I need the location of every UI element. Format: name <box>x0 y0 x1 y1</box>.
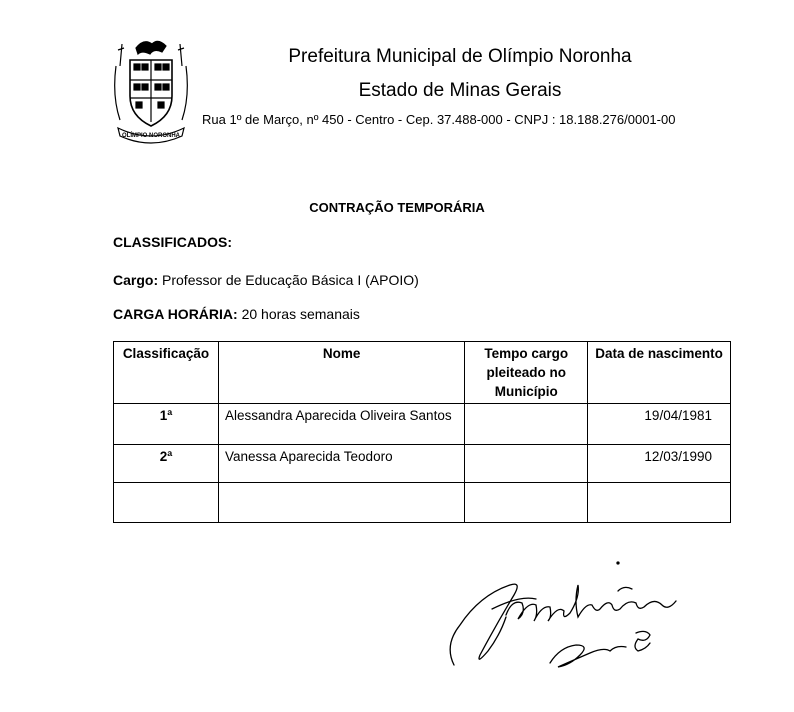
cell-tenure <box>465 404 588 445</box>
col-header-classification: Classificação <box>114 342 219 404</box>
cell-rank <box>114 483 219 523</box>
position-label: Cargo: <box>113 272 159 288</box>
cell-name: Vanessa Aparecida Teodoro <box>218 445 464 483</box>
cell-tenure <box>465 483 588 523</box>
cell-tenure <box>465 445 588 483</box>
municipal-crest-logo <box>108 36 194 146</box>
workload-label: CARGA HORÁRIA: <box>113 306 238 322</box>
position-value: Professor de Educação Básica I (APOIO) <box>162 272 419 288</box>
cell-rank: 2ª <box>114 445 219 483</box>
workload-value: 20 horas semanais <box>241 306 360 322</box>
municipality-name: Prefeitura Municipal de Olímpio Noronha <box>288 46 632 67</box>
state-name: Estado de Minas Gerais <box>358 80 562 101</box>
workload-line <box>113 306 360 322</box>
cell-name: Alessandra Aparecida Oliveira Santos <box>218 404 464 445</box>
cell-rank: 1ª <box>114 404 219 445</box>
classification-table <box>113 341 731 523</box>
classified-heading: CLASSIFICADOS: <box>113 234 232 250</box>
cell-birth-date: 19/04/1981 <box>588 404 731 445</box>
document-title: CONTRAÇÃO TEMPORÁRIA <box>309 200 485 215</box>
cell-birth-date: 12/03/1990 <box>588 445 731 483</box>
crest-banner-text: OLÍMPIO NORONHA <box>122 133 180 139</box>
letterhead <box>200 44 720 127</box>
col-header-birth-date: Data de nascimento <box>588 342 731 404</box>
signature <box>440 555 700 685</box>
address-line: Rua 1º de Março, nº 450 - Centro - Cep. 37.488-000 - CNPJ : 18.188.276/0001-00 <box>202 112 676 127</box>
table-row <box>114 445 731 483</box>
col-header-name: Nome <box>218 342 464 404</box>
table-header-row <box>114 342 731 404</box>
table-row <box>114 404 731 445</box>
col-header-tenure: Tempo cargo pleiteado no Município <box>465 342 588 404</box>
cell-name <box>218 483 464 523</box>
cell-birth-date <box>588 483 731 523</box>
position-line <box>113 272 419 288</box>
table-row <box>114 483 731 523</box>
